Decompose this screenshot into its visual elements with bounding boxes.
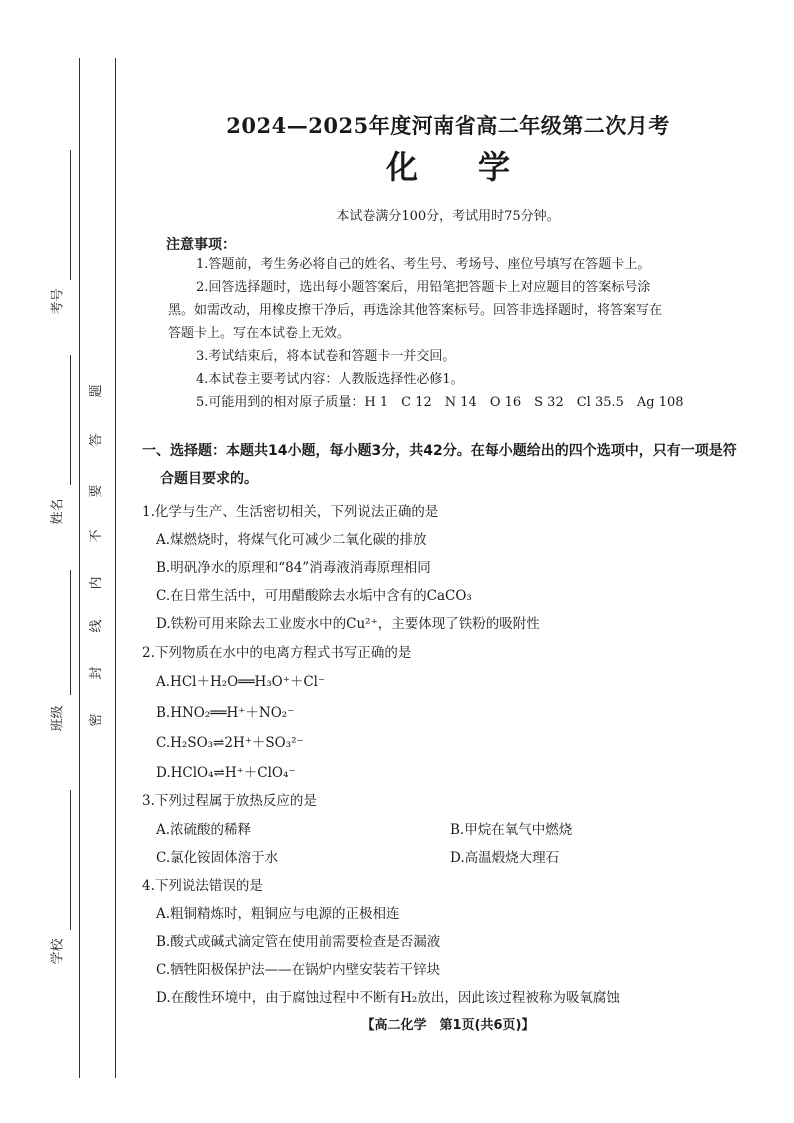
seal-char: 封 xyxy=(89,666,104,680)
subject-title: 化学 xyxy=(385,148,570,186)
section-heading-cont: 合题目要求的。 xyxy=(160,471,258,487)
question-option: C.在日常生活中，可用醋酸除去水垢中含有的CaCO₃ xyxy=(156,588,472,604)
question-option: B.HNO₂══H⁺＋NO₂⁻ xyxy=(156,705,295,721)
seal-char: 不 xyxy=(89,529,104,543)
notice-line: 4.本试卷主要考试内容：人教版选择性必修1。 xyxy=(196,372,464,387)
exam-number-label: 考号 xyxy=(50,288,66,315)
exam-title: 2024—2025年度河南省高二年级第二次月考 xyxy=(226,113,670,138)
binding-line-inner xyxy=(115,58,116,1078)
seal-char: 内 xyxy=(89,576,104,590)
seal-char: 线 xyxy=(89,619,104,633)
notice-line: 2.回答选择题时，选出每小题答案后，用铅笔把答题卡上对应题目的答案标号涂 xyxy=(196,280,651,295)
seal-char: 题 xyxy=(89,384,104,398)
question-stem: 3.下列过程属于放热反应的是 xyxy=(142,793,317,809)
notice-line: 5.可能用到的相对原子质量：H 1 C 12 N 14 O 16 S 32 Cl 35.5 Ag 108 xyxy=(196,395,684,410)
notice-line: 3.考试结束后，将本试卷和答题卡一并交回。 xyxy=(196,349,456,364)
section-heading: 一、选择题：本题共14小题，每小题3分，共42分。在每小题给出的四个选项中，只有一项是符 xyxy=(142,443,737,459)
question-option: D.在酸性环境中，由于腐蚀过程中不断有H₂放出，因此该过程被称为吸氧腐蚀 xyxy=(156,990,620,1006)
exam-number-field[interactable] xyxy=(70,150,71,280)
notice-line: 答题卡上。写在本试卷上无效。 xyxy=(168,326,351,341)
question-option: B.酸式或碱式滴定管在使用前需要检查是否漏液 xyxy=(156,934,441,950)
question-option: D.高温煅烧大理石 xyxy=(450,850,560,866)
notice-heading: 注意事项： xyxy=(166,237,236,253)
name-label: 姓名 xyxy=(50,498,66,525)
question-option: A.浓硫酸的稀释 xyxy=(156,822,252,838)
notice-line: 黑。如需改动，用橡皮擦干净后，再选涂其他答案标号。回答非选择题时，将答案写在 xyxy=(168,303,663,318)
name-field[interactable] xyxy=(70,355,71,485)
question-option: D.HClO₄⇌H⁺＋ClO₄⁻ xyxy=(156,765,296,781)
question-option: C.H₂SO₃⇌2H⁺＋SO₃²⁻ xyxy=(156,735,304,751)
question-option: C.牺牲阳极保护法——在锅炉内壁安装若干锌块 xyxy=(156,962,441,978)
question-option: A.粗铜精炼时，粗铜应与电源的正极相连 xyxy=(156,906,400,922)
notice-line: 1.答题前，考生务必将自己的姓名、考生号、考场号、座位号填写在答题卡上。 xyxy=(196,257,651,272)
question-option: D.铁粉可用来除去工业废水中的Cu²⁺，主要体现了铁粉的吸附性 xyxy=(156,616,540,632)
page-footer: 【高二化学 第1页(共6页)】 xyxy=(361,1018,535,1033)
school-field[interactable] xyxy=(70,790,71,930)
binding-margin xyxy=(0,0,125,1123)
class-field[interactable] xyxy=(70,570,71,695)
question-option: B.甲烷在氧气中燃烧 xyxy=(450,822,573,838)
binding-line-outer xyxy=(79,58,80,1078)
seal-char: 密 xyxy=(89,713,104,727)
question-stem: 4.下列说法错误的是 xyxy=(142,878,263,894)
score-note: 本试卷满分100分，考试用时75分钟。 xyxy=(336,209,560,224)
question-option: C.氯化铵固体溶于水 xyxy=(156,850,279,866)
school-label: 学校 xyxy=(50,938,66,965)
question-option: B.明矾净水的原理和“84”消毒液消毒原理相同 xyxy=(156,560,431,576)
question-stem: 1.化学与生产、生活密切相关，下列说法正确的是 xyxy=(142,504,439,520)
class-label: 班级 xyxy=(50,705,66,732)
seal-char: 答 xyxy=(89,433,104,447)
question-stem: 2.下列物质在水中的电离方程式书写正确的是 xyxy=(142,645,412,661)
seal-char: 要 xyxy=(89,484,104,498)
question-option: A.HCl＋H₂O══H₃O⁺＋Cl⁻ xyxy=(156,674,326,690)
question-option: A.煤燃烧时，将煤气化可减少二氧化碳的排放 xyxy=(156,532,427,548)
